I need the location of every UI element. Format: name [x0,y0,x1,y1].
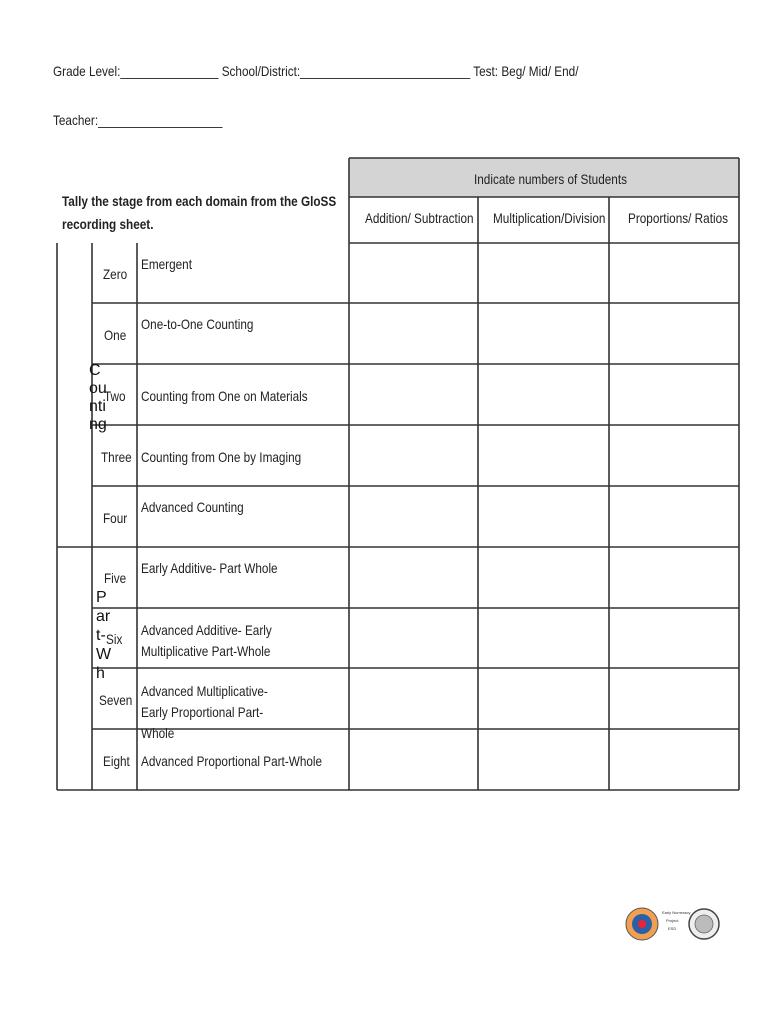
domain-label-counting: C ou nti ng [89,362,107,433]
stage-one: One [104,327,127,343]
students-group-label: Indicate numbers of Students [474,171,627,187]
description-counting-materials: Counting from One on Materials [141,388,308,404]
description-advanced-multiplicative: Advanced Multiplicative- Early Proportional Part-Whole [141,683,268,741]
column-header-addition: Addition/ Subtraction [365,210,474,226]
description-one-to-one: One-to-One Counting [141,316,254,332]
logo-text-block [662,910,690,931]
description-counting-imaging: Counting from One by Imaging [141,449,302,465]
description-early-additive: Early Additive- Part Whole [141,560,278,576]
description-advanced-additive: Advanced Additive- Early Multiplicative Part-Whole [141,622,272,659]
description-advanced-proportional: Advanced Proportional Part-Whole [141,753,323,769]
description-emergent: Emergent [141,256,192,272]
footer-logos [624,896,724,952]
description-advanced-counting: Advanced Counting [141,499,244,515]
stage-eight: Eight [103,753,130,769]
stage-five: Five [104,570,127,586]
stage-six: Six [106,631,123,647]
header-line-1: Grade Level:_______________ School/District:__________________________ Test: Beg/ Mid/ End/ [53,63,579,79]
stage-seven: Seven [99,692,133,708]
logo-text-line-1: Early Numeracy [662,910,691,915]
stage-zero: Zero [103,266,128,282]
stage-two: Two [104,388,126,404]
project-seal-icon [626,908,658,940]
header-line-2: Teacher:___________________ [53,112,223,128]
logo-text-line-2: Project [666,918,679,923]
logo-text-line-3: ESD [668,926,677,931]
stage-four: Four [103,510,128,526]
column-header-proportions: Proportions/ Ratios [628,210,729,226]
tally-instructions: Tally the stage from each domain from the GloSS recording sheet. [62,193,337,232]
column-header-multiplication: Multiplication/Division [493,210,606,226]
district-seal-icon [689,909,719,939]
domain-label-part-whole: P ar t- W h [96,589,112,682]
stage-three: Three [101,449,132,465]
